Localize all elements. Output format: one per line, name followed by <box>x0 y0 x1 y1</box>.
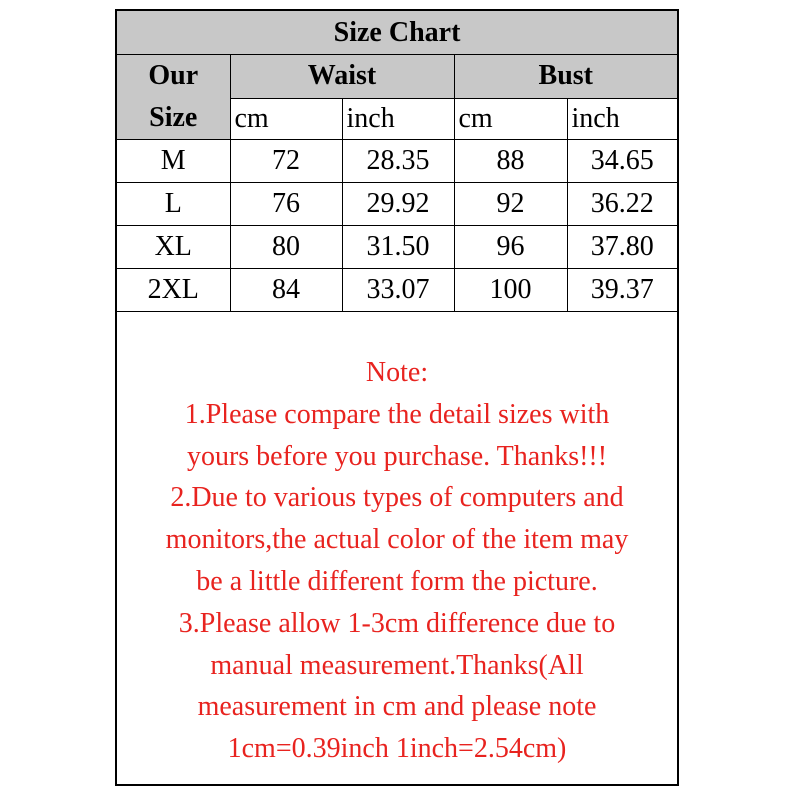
note-heading: Note: <box>365 357 429 388</box>
unit-bust-cm: cm <box>454 98 567 140</box>
table-row <box>117 183 677 226</box>
bust-cm-cell: 88 <box>454 140 567 183</box>
note-line: 2.Due to various types of computers and <box>170 482 624 514</box>
unit-waist-inch: inch <box>342 98 454 140</box>
our-size-line2: Size <box>149 102 198 133</box>
note-line: 1.Please compare the detail sizes with <box>184 398 610 430</box>
note-line: 1cm=0.39inch 1inch=2.54cm) <box>227 733 567 765</box>
waist-cm-cell: 80 <box>230 226 342 269</box>
size-cell: XL <box>117 226 230 269</box>
size-chart <box>115 9 679 786</box>
bust-cm-cell: 96 <box>454 226 567 269</box>
bust-inch-cell: 39.37 <box>567 269 677 312</box>
our-size-header <box>117 55 230 140</box>
note-line: yours before you purchase. Thanks!!! <box>186 440 608 472</box>
waist-inch-cell: 28.35 <box>342 140 454 183</box>
table-row <box>117 140 677 183</box>
waist-cm-cell: 72 <box>230 140 342 183</box>
waist-cm-cell: 76 <box>230 183 342 226</box>
table-row <box>117 269 677 312</box>
waist-inch-cell: 31.50 <box>342 226 454 269</box>
note-line: measurement in cm and please note <box>197 691 597 723</box>
our-size-line1: Our <box>148 60 199 91</box>
size-cell: 2XL <box>117 269 230 312</box>
waist-inch-cell: 29.92 <box>342 183 454 226</box>
header-row <box>117 55 677 99</box>
waist-inch-cell: 33.07 <box>342 269 454 312</box>
note-line: manual measurement.Thanks(All <box>210 649 584 681</box>
title-row <box>117 11 677 55</box>
table-title: Size Chart <box>117 11 677 55</box>
unit-waist-cm: cm <box>230 98 342 140</box>
note-line: be a little different form the picture. <box>196 565 598 597</box>
bust-cm-cell: 92 <box>454 183 567 226</box>
note-block <box>117 319 677 770</box>
bust-inch-cell: 36.22 <box>567 183 677 226</box>
table-row <box>117 226 677 269</box>
size-table <box>117 11 677 312</box>
bust-cm-cell: 100 <box>454 269 567 312</box>
size-cell: L <box>117 183 230 226</box>
waist-cm-cell: 84 <box>230 269 342 312</box>
bust-header: Bust <box>454 55 677 99</box>
bust-inch-cell: 34.65 <box>567 140 677 183</box>
note-line: monitors,the actual color of the item may <box>165 524 629 556</box>
size-cell: M <box>117 140 230 183</box>
unit-bust-inch: inch <box>567 98 677 140</box>
waist-header: Waist <box>230 55 454 99</box>
note-line: 3.Please allow 1-3cm difference due to <box>178 607 616 639</box>
bust-inch-cell: 37.80 <box>567 226 677 269</box>
